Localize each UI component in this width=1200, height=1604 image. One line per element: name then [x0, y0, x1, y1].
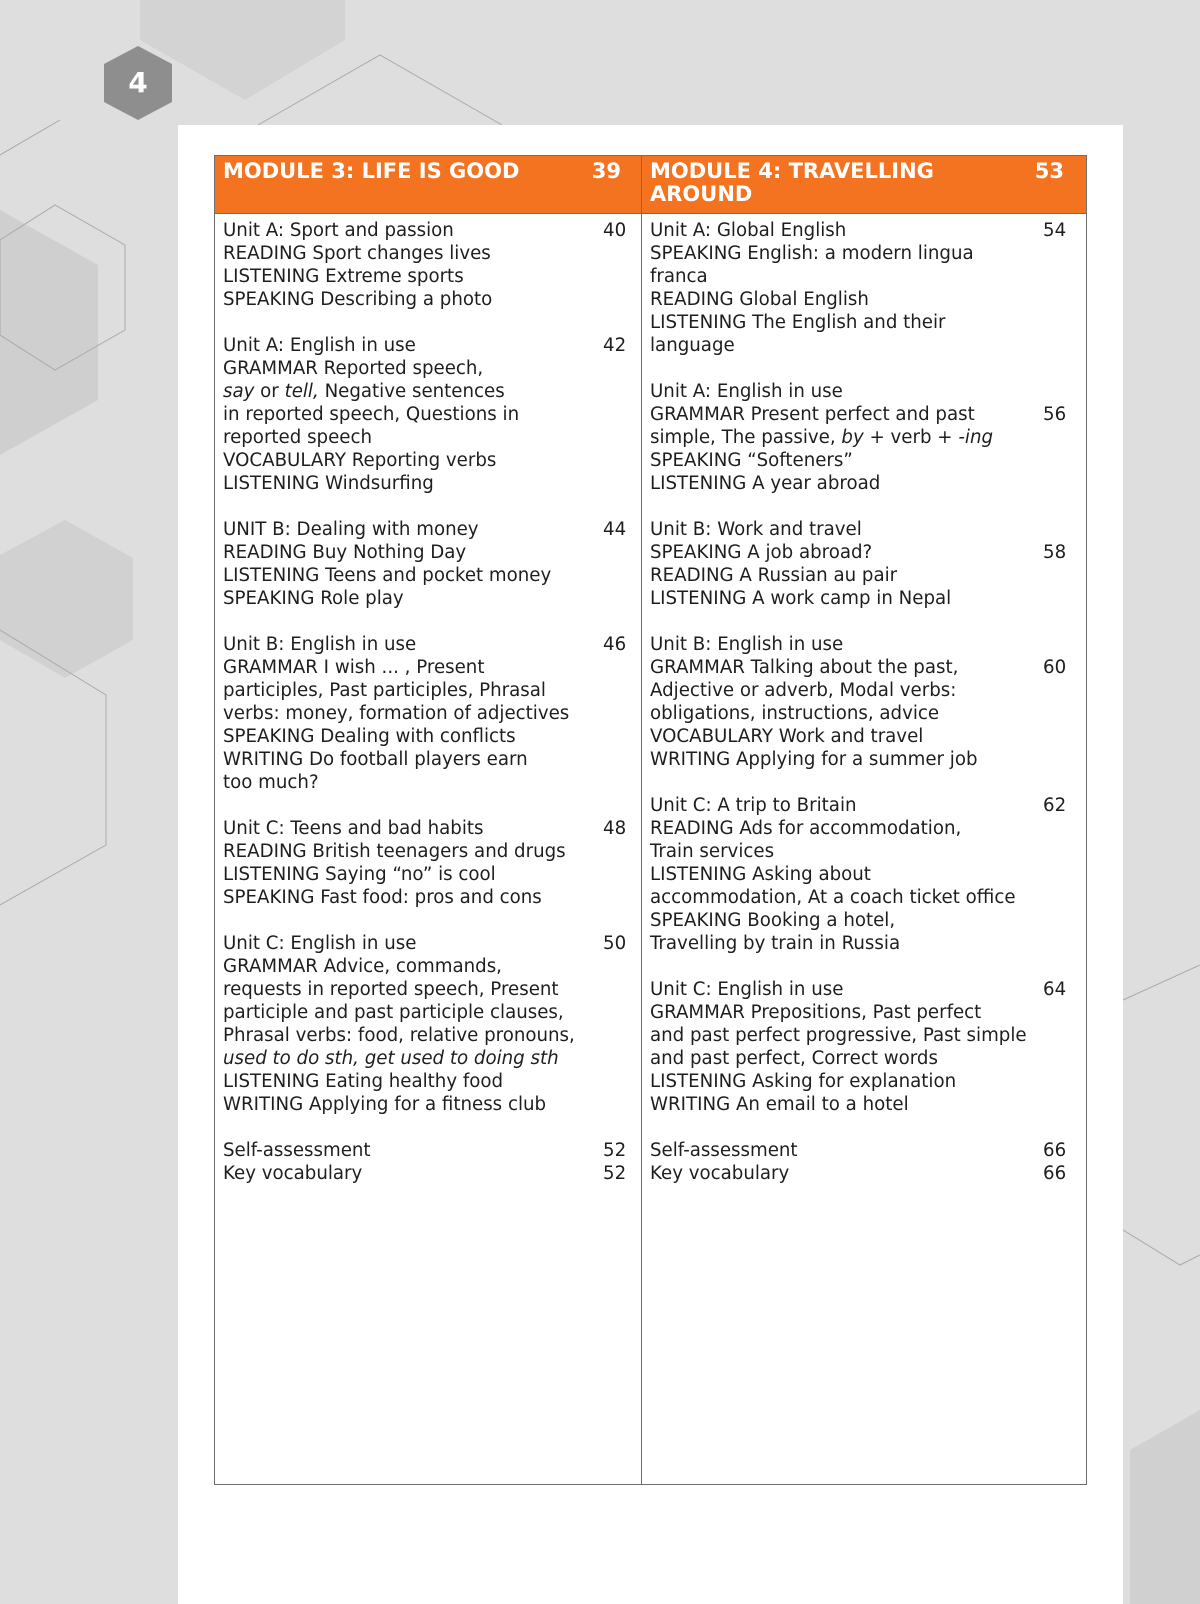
- toc-line: [223, 219, 641, 242]
- toc-line: [223, 748, 641, 771]
- toc-line-text: participles, Past participles, Phrasal: [223, 680, 546, 701]
- toc-line-text-part: by: [841, 427, 864, 448]
- toc-page-number: 54: [1043, 220, 1067, 241]
- toc-line-text: reported speech: [223, 427, 372, 448]
- toc-line: [223, 449, 641, 472]
- toc-line: [650, 426, 1086, 449]
- contents-table: [214, 155, 1087, 1485]
- module-4-column: [642, 156, 1086, 1484]
- toc-line-text: Unit A: English in use: [223, 335, 416, 356]
- toc-line-text: and past perfect progressive, Past simple: [650, 1025, 1027, 1046]
- toc-line-text: GRAMMAR Prepositions, Past perfect: [650, 1002, 982, 1023]
- toc-page-number: 56: [1043, 404, 1067, 425]
- toc-entry: [650, 380, 1086, 495]
- toc-line-text: Unit A: Global English: [650, 220, 847, 241]
- toc-line-text: GRAMMAR Present perfect and past: [650, 404, 975, 425]
- toc-line-text: in reported speech, Questions in: [223, 404, 520, 425]
- toc-line-text: Self-assessment: [223, 1140, 371, 1161]
- toc-line: [650, 725, 1086, 748]
- toc-line: [650, 1070, 1086, 1093]
- toc-line-text: Unit C: English in use: [223, 933, 417, 954]
- toc-page-number: 58: [1043, 542, 1067, 563]
- toc-line-text: Unit B: English in use: [223, 634, 417, 655]
- toc-line: [650, 472, 1086, 495]
- page-number-badge: [104, 46, 172, 120]
- toc-line-text: LISTENING A year abroad: [650, 473, 881, 494]
- toc-line: [650, 334, 1086, 357]
- toc-line-text: LISTENING Asking about: [650, 864, 871, 885]
- toc-line: [650, 242, 1086, 265]
- toc-line: [650, 1024, 1086, 1047]
- toc-entry: [650, 633, 1086, 771]
- toc-line: [650, 1139, 1086, 1162]
- toc-line: [223, 518, 641, 541]
- toc-line-text: READING Sport changes lives: [223, 243, 491, 264]
- page-number: 4: [128, 66, 148, 99]
- toc-line-text: LISTENING Asking for explanation: [650, 1071, 957, 1092]
- toc-line: [223, 771, 641, 794]
- toc-line: [650, 380, 1086, 403]
- toc-line: [650, 840, 1086, 863]
- toc-entry: [650, 518, 1086, 610]
- toc-line: [223, 472, 641, 495]
- toc-page-number: 66: [1043, 1140, 1067, 1161]
- toc-line: [650, 679, 1086, 702]
- toc-line-text: READING British teenagers and drugs: [223, 841, 566, 862]
- toc-line: [223, 863, 641, 886]
- toc-line-text: Adjective or adverb, Modal verbs:: [650, 680, 957, 701]
- toc-line-text: obligations, instructions, advice: [650, 703, 940, 724]
- toc-line-text: Unit A: Sport and passion: [223, 220, 454, 241]
- toc-line: [223, 955, 641, 978]
- toc-line: [223, 978, 641, 1001]
- toc-page-number: 40: [603, 220, 627, 241]
- module-3-column: [215, 156, 642, 1484]
- toc-page-number: 52: [603, 1140, 627, 1161]
- toc-line: [223, 702, 641, 725]
- toc-line: [650, 909, 1086, 932]
- toc-line-text: GRAMMAR I wish ... , Present: [223, 657, 485, 678]
- toc-line: [650, 863, 1086, 886]
- toc-line-text: READING A Russian au pair: [650, 565, 898, 586]
- toc-page-number: 50: [603, 933, 627, 954]
- toc-line: [223, 1162, 641, 1185]
- toc-line-text: Self-assessment: [650, 1140, 798, 1161]
- toc-line-text: Unit A: English in use: [650, 381, 843, 402]
- toc-line-text-part: tell,: [284, 381, 319, 402]
- toc-line-text-part: simple, The passive,: [650, 427, 842, 448]
- toc-page-number: 64: [1043, 979, 1067, 1000]
- toc-line-text: LISTENING Eating healthy food: [223, 1071, 504, 1092]
- toc-line: [650, 265, 1086, 288]
- toc-line-text: language: [650, 335, 735, 356]
- toc-line-text: Key vocabulary: [223, 1163, 363, 1184]
- toc-line-text: participle and past participle clauses,: [223, 1002, 564, 1023]
- toc-line: [650, 587, 1086, 610]
- toc-entry: [650, 978, 1086, 1116]
- toc-line-text: SPEAKING Role play: [223, 588, 404, 609]
- toc-line-text: SPEAKING Describing a photo: [223, 289, 493, 310]
- toc-line: [223, 932, 641, 955]
- toc-line: [650, 886, 1086, 909]
- toc-line: [223, 1047, 641, 1070]
- toc-page-number: 48: [603, 818, 627, 839]
- toc-line-text: WRITING An email to a hotel: [650, 1094, 909, 1115]
- toc-line: [223, 1001, 641, 1024]
- toc-line-text: LISTENING Extreme sports: [223, 266, 464, 287]
- module-3-title: MODULE 3: LIFE IS GOOD: [223, 159, 520, 183]
- toc-line-text: LISTENING Teens and pocket money: [223, 565, 552, 586]
- module-3-entries: [215, 214, 641, 1185]
- toc-page-number: 46: [603, 634, 627, 655]
- toc-line: [650, 219, 1086, 242]
- toc-line-text: Unit C: English in use: [650, 979, 844, 1000]
- toc-entry: [223, 219, 641, 311]
- toc-line: [223, 725, 641, 748]
- toc-line: [223, 1093, 641, 1116]
- toc-line: [223, 541, 641, 564]
- toc-line-text-part: Negative sentences: [318, 381, 505, 402]
- toc-line-text: READING Buy Nothing Day: [223, 542, 467, 563]
- toc-line-text: LISTENING A work camp in Nepal: [650, 588, 952, 609]
- toc-line: [223, 242, 641, 265]
- module-4-page: 53: [1034, 159, 1064, 183]
- toc-line-text: and past perfect, Correct words: [650, 1048, 938, 1069]
- module-4-header: [642, 156, 1086, 214]
- toc-line: [223, 886, 641, 909]
- toc-line-text-part: say: [223, 381, 255, 402]
- toc-line: [650, 817, 1086, 840]
- toc-line-text: accommodation, At a coach ticket office: [650, 887, 1016, 908]
- toc-entry: [223, 518, 641, 610]
- module-4-entries: [642, 214, 1086, 1185]
- toc-line: [223, 564, 641, 587]
- toc-line: [223, 587, 641, 610]
- toc-page-number: 60: [1043, 657, 1067, 678]
- toc-entry: [223, 932, 641, 1116]
- toc-line-text: Unit B: Work and travel: [650, 519, 862, 540]
- toc-line: [650, 702, 1086, 725]
- toc-line-text: SPEAKING English: a modern lingua: [650, 243, 974, 264]
- toc-line-text: Unit C: A trip to Britain: [650, 795, 857, 816]
- toc-line: [223, 357, 641, 380]
- toc-line: [650, 932, 1086, 955]
- toc-line-text-part: + verb +: [863, 427, 959, 448]
- toc-line-text: LISTENING The English and their: [650, 312, 946, 333]
- toc-line: [223, 817, 641, 840]
- toc-entry: [650, 794, 1086, 955]
- toc-line: [650, 633, 1086, 656]
- toc-line-text-part: -ing: [958, 427, 994, 448]
- toc-line-text: LISTENING Windsurfing: [223, 473, 434, 494]
- toc-line: [650, 1162, 1086, 1185]
- toc-line-text: VOCABULARY Work and travel: [650, 726, 924, 747]
- toc-page-number: 62: [1043, 795, 1067, 816]
- toc-line: [223, 1024, 641, 1047]
- toc-line: [223, 840, 641, 863]
- module-4-title: MODULE 4: TRAVELLING AROUND: [650, 159, 934, 206]
- toc-line: [650, 288, 1086, 311]
- toc-line-text: SPEAKING Fast food: pros and cons: [223, 887, 542, 908]
- toc-line: [223, 656, 641, 679]
- toc-entry: [223, 334, 641, 495]
- toc-line: [650, 403, 1086, 426]
- toc-line: [650, 748, 1086, 771]
- toc-line: [650, 449, 1086, 472]
- toc-line: [650, 1047, 1086, 1070]
- toc-line-text: READING Ads for accommodation,: [650, 818, 962, 839]
- toc-line: [223, 288, 641, 311]
- toc-line-text: verbs: money, formation of adjectives: [223, 703, 570, 724]
- toc-line: [650, 564, 1086, 587]
- toc-line: [650, 656, 1086, 679]
- toc-page-number: 42: [603, 335, 627, 356]
- toc-line: [650, 978, 1086, 1001]
- toc-line-text: Key vocabulary: [650, 1163, 790, 1184]
- toc-line-text: Unit B: English in use: [650, 634, 844, 655]
- toc-line-text: WRITING Do football players earn: [223, 749, 528, 770]
- toc-page-number: 52: [603, 1163, 627, 1184]
- toc-line-text: WRITING Applying for a fitness club: [223, 1094, 547, 1115]
- toc-line-text: Unit C: Teens and bad habits: [223, 818, 484, 839]
- toc-line-text: SPEAKING “Softeners”: [650, 450, 853, 471]
- toc-line-text: LISTENING Saying “no” is cool: [223, 864, 496, 885]
- toc-line-text: GRAMMAR Reported speech,: [223, 358, 484, 379]
- toc-line: [650, 541, 1086, 564]
- toc-line-text: SPEAKING Booking a hotel,: [650, 910, 896, 931]
- module-3-page: 39: [591, 159, 621, 183]
- toc-line: [650, 1001, 1086, 1024]
- toc-entry: [223, 1139, 641, 1185]
- toc-line: [223, 1070, 641, 1093]
- toc-line: [650, 794, 1086, 817]
- toc-page-number: 66: [1043, 1163, 1067, 1184]
- toc-line: [223, 426, 641, 449]
- toc-line-text: Phrasal verbs: food, relative pronouns,: [223, 1025, 575, 1046]
- toc-line: [223, 679, 641, 702]
- toc-line: [223, 265, 641, 288]
- toc-line-text: READING Global English: [650, 289, 869, 310]
- toc-line: [223, 380, 641, 403]
- toc-entry: [650, 219, 1086, 357]
- toc-line-text: VOCABULARY Reporting verbs: [223, 450, 497, 471]
- toc-line-text: franca: [650, 266, 708, 287]
- toc-line-text: Travelling by train in Russia: [650, 933, 901, 954]
- toc-entry: [650, 1139, 1086, 1185]
- toc-line: [223, 403, 641, 426]
- toc-line-text: SPEAKING Dealing with conflicts: [223, 726, 516, 747]
- toc-line: [650, 1093, 1086, 1116]
- toc-entry: [223, 817, 641, 909]
- toc-line: [223, 1139, 641, 1162]
- toc-entry: [223, 633, 641, 794]
- toc-line-text: SPEAKING A job abroad?: [650, 542, 873, 563]
- toc-line: [650, 518, 1086, 541]
- toc-line-text: Train services: [650, 841, 775, 862]
- toc-line-text: WRITING Applying for a summer job: [650, 749, 978, 770]
- toc-line-text-part: used to do sth, get used to doing sth: [223, 1048, 559, 1069]
- toc-line-text-part: or: [254, 381, 285, 402]
- module-3-header: [215, 156, 641, 214]
- toc-line-text: GRAMMAR Advice, commands,: [223, 956, 502, 977]
- toc-line: [223, 334, 641, 357]
- toc-line: [223, 633, 641, 656]
- toc-line: [650, 311, 1086, 334]
- toc-line-text: GRAMMAR Talking about the past,: [650, 657, 959, 678]
- toc-page-number: 44: [603, 519, 627, 540]
- toc-line-text: too much?: [223, 772, 319, 793]
- toc-line-text: UNIT B: Dealing with money: [223, 519, 479, 540]
- toc-line-text: requests in reported speech, Present: [223, 979, 559, 1000]
